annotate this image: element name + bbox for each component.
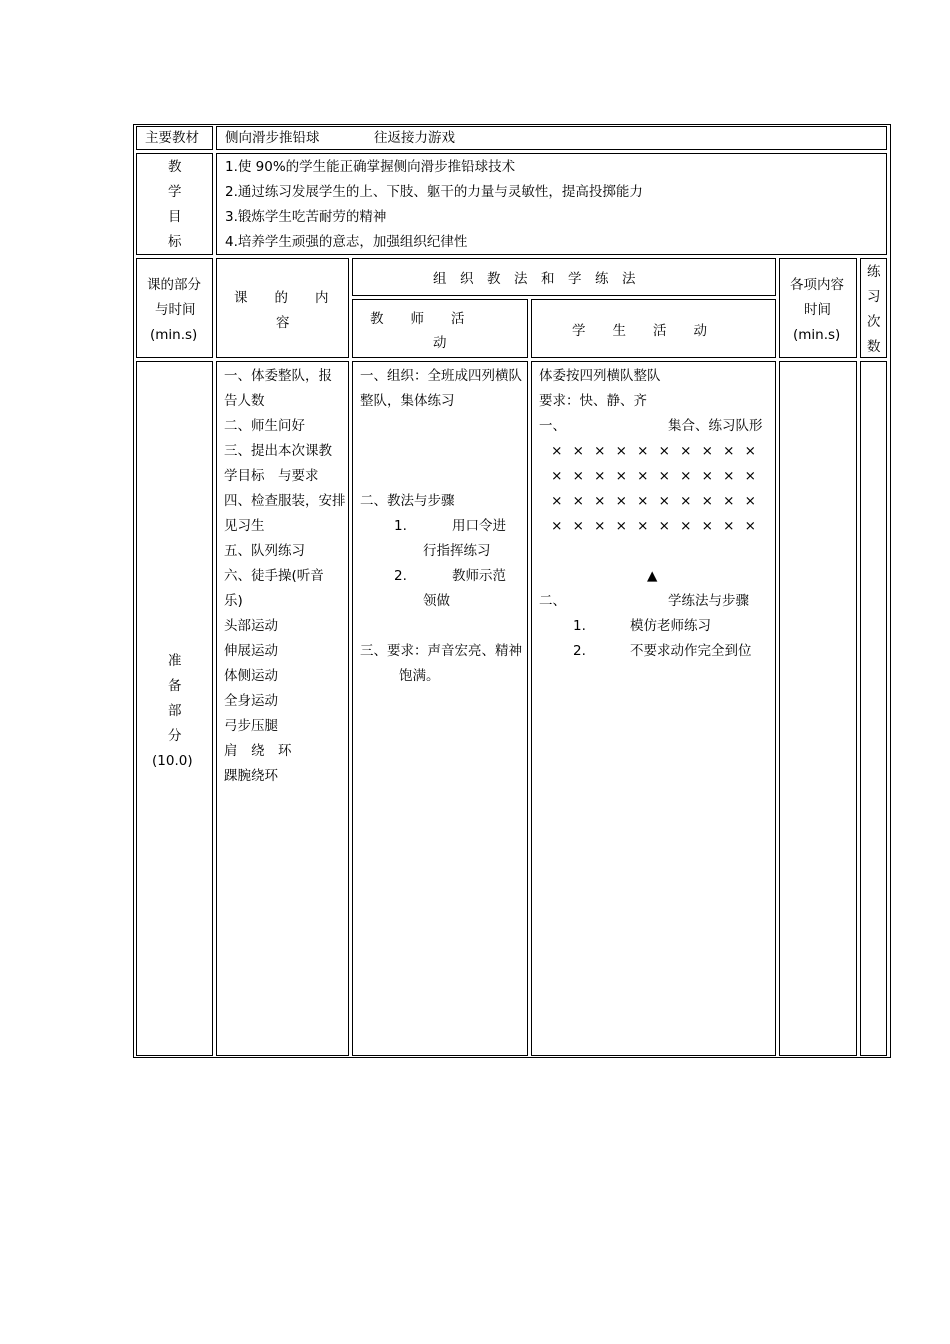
header-part-time-line-2: 与时间 [155,302,196,318]
student-marker: × [615,493,627,509]
prep-content-line: 见习生 [224,518,265,534]
student-marker: × [701,493,713,509]
prep-label-time: (10.0) [152,753,193,769]
student-marker: × [637,493,649,509]
student-marker: × [594,468,606,484]
goal-item-2: 2.通过练习发展学生的上、下肢、躯干的力量与灵敏性，提高投掷能力 [225,184,643,200]
student-marker: × [551,518,563,534]
prep-label-char-2: 备 [168,678,182,694]
student-marker: × [744,443,756,459]
formation-row [546,467,761,485]
prep-student-line: 集合、练习队形 [668,418,763,434]
student-marker: × [723,518,735,534]
student-marker: × [701,443,713,459]
prep-content-line: 三、提出本次课教 [224,443,332,459]
student-marker: × [701,518,713,534]
header-content-cell [216,258,349,358]
prep-label-char-3: 部 [168,703,182,719]
prep-student-step-number: 1. [573,618,586,634]
prep-content-line: 四、检查服装，安排 [224,493,346,509]
prep-teacher-line: 用口令进 [452,518,506,534]
student-marker: × [572,468,584,484]
formation-row [546,442,761,460]
prep-student-cell [531,361,776,1056]
prep-content-line: 伸展运动 [224,643,278,659]
header-item-time-line-3: (min.s) [793,327,841,343]
main-material-item-2: 往返接力游戏 [374,130,455,146]
goals-label-char-4: 标 [168,234,182,250]
student-marker: × [680,518,692,534]
student-marker: × [744,468,756,484]
table-bottom-border [133,1057,891,1058]
prep-teacher-step-number: 2. [394,568,407,584]
header-practice-count-char-2: 习 [867,289,881,305]
student-marker: × [723,468,735,484]
header-org-method: 组 织 教 法 和 学 练 法 [433,271,636,287]
prep-teacher-line: 饱满。 [399,668,440,684]
prep-student-line: 模仿老师练习 [630,618,711,634]
student-marker: × [744,493,756,509]
prep-content-line: 五、队列练习 [224,543,305,559]
prep-student-line-prefix: 二、 [539,593,566,609]
header-content-line-2: 容 [276,315,290,331]
goals-label-char-3: 目 [168,209,182,225]
student-marker: × [637,518,649,534]
prep-content-line: 告人数 [224,393,265,409]
formation-row [546,517,761,535]
prep-teacher-line: 行指挥练习 [423,543,491,559]
header-practice-count-char-3: 次 [867,314,881,330]
prep-content-line: 一、体委整队，报 [224,368,332,384]
prep-content-line: 二、师生问好 [224,418,305,434]
student-marker: × [658,518,670,534]
prep-teacher-line: 二、教法与步骤 [360,493,455,509]
header-teacher-line-2: 动 [433,335,447,351]
student-marker: × [572,518,584,534]
prep-label-char-1: 准 [168,653,182,669]
goals-label-char-2: 学 [168,184,182,200]
prep-content-line: 踝腕绕环 [224,768,278,784]
header-item-time-line-1: 各项内容 [790,277,844,293]
student-marker: × [658,468,670,484]
student-marker: × [551,443,563,459]
goal-item-4: 4.培养学生顽强的意志，加强组织纪律性 [225,234,468,250]
main-material-item-1: 侧向滑步推铅球 [225,130,320,146]
prep-content-line: 体侧运动 [224,668,278,684]
prep-student-line: 学练法与步骤 [668,593,749,609]
prep-content-line: 头部运动 [224,618,278,634]
student-marker: × [637,468,649,484]
student-marker: × [594,443,606,459]
prep-content-line: 乐) [224,593,243,609]
goal-item-3: 3.锻炼学生吃苦耐劳的精神 [225,209,387,225]
header-part-time-line-3: (min.s) [150,327,198,343]
formation-row [546,492,761,510]
student-marker: × [594,493,606,509]
prep-student-line-prefix: 一、 [539,418,566,434]
prep-teacher-line: 一、组织：全班成四列横队 [360,368,522,384]
student-marker: × [723,493,735,509]
goals-label-char-1: 教 [168,159,182,175]
student-marker: × [701,468,713,484]
prep-teacher-line: 三、要求：声音宏亮、精神 [360,643,522,659]
student-marker: × [594,518,606,534]
prep-student-line: 体委按四列横队整队 [539,368,661,384]
student-marker: × [658,443,670,459]
prep-student-line: 要求：快、静、齐 [539,393,647,409]
student-marker: × [551,468,563,484]
goal-item-1: 1.使 90%的学生能正确掌握侧向滑步推铅球技术 [225,159,516,175]
student-marker: × [572,443,584,459]
header-student: 学 生 活 动 [572,323,707,339]
prep-teacher-line: 领做 [423,593,450,609]
main-material-label: 主要教材 [145,130,199,146]
header-practice-count-char-4: 数 [867,339,881,355]
prep-student-line: 不要求动作完全到位 [630,643,752,659]
student-marker: × [615,468,627,484]
prep-content-line: 六、徒手操(听音 [224,568,324,584]
student-marker: × [572,493,584,509]
header-teacher-line-1: 教 师 活 [370,311,465,327]
student-marker: × [680,468,692,484]
prep-content-line: 肩 绕 环 [224,743,292,759]
prep-teacher-line: 整队，集体练习 [360,393,455,409]
prep-content-line: 全身运动 [224,693,278,709]
header-item-time-line-2: 时间 [804,302,831,318]
header-part-time-line-1: 课的部分 [147,277,201,293]
header-practice-count-char-1: 练 [867,264,881,280]
teacher-position-marker: ▲ [647,568,658,584]
student-marker: × [551,493,563,509]
prep-content-line: 学目标 与要求 [224,468,319,484]
prep-content-line: 弓步压腿 [224,718,278,734]
student-marker: × [615,443,627,459]
prep-teacher-step-number: 1. [394,518,407,534]
prep-practice-count-cell [860,361,887,1056]
student-marker: × [680,443,692,459]
table-top-border [133,124,891,125]
prep-student-step-number: 2. [573,643,586,659]
table-left-border [133,124,134,1058]
prep-teacher-line: 教师示范 [452,568,506,584]
student-marker: × [723,443,735,459]
table-right-border [890,124,891,1058]
prep-teacher-cell [352,361,528,1056]
student-marker: × [680,493,692,509]
student-marker: × [744,518,756,534]
student-marker: × [658,493,670,509]
student-marker: × [637,443,649,459]
prep-label-char-4: 分 [168,728,182,744]
student-marker: × [615,518,627,534]
prep-item-time-cell [779,361,857,1056]
header-content-line-1: 课 的 内 [234,290,329,306]
